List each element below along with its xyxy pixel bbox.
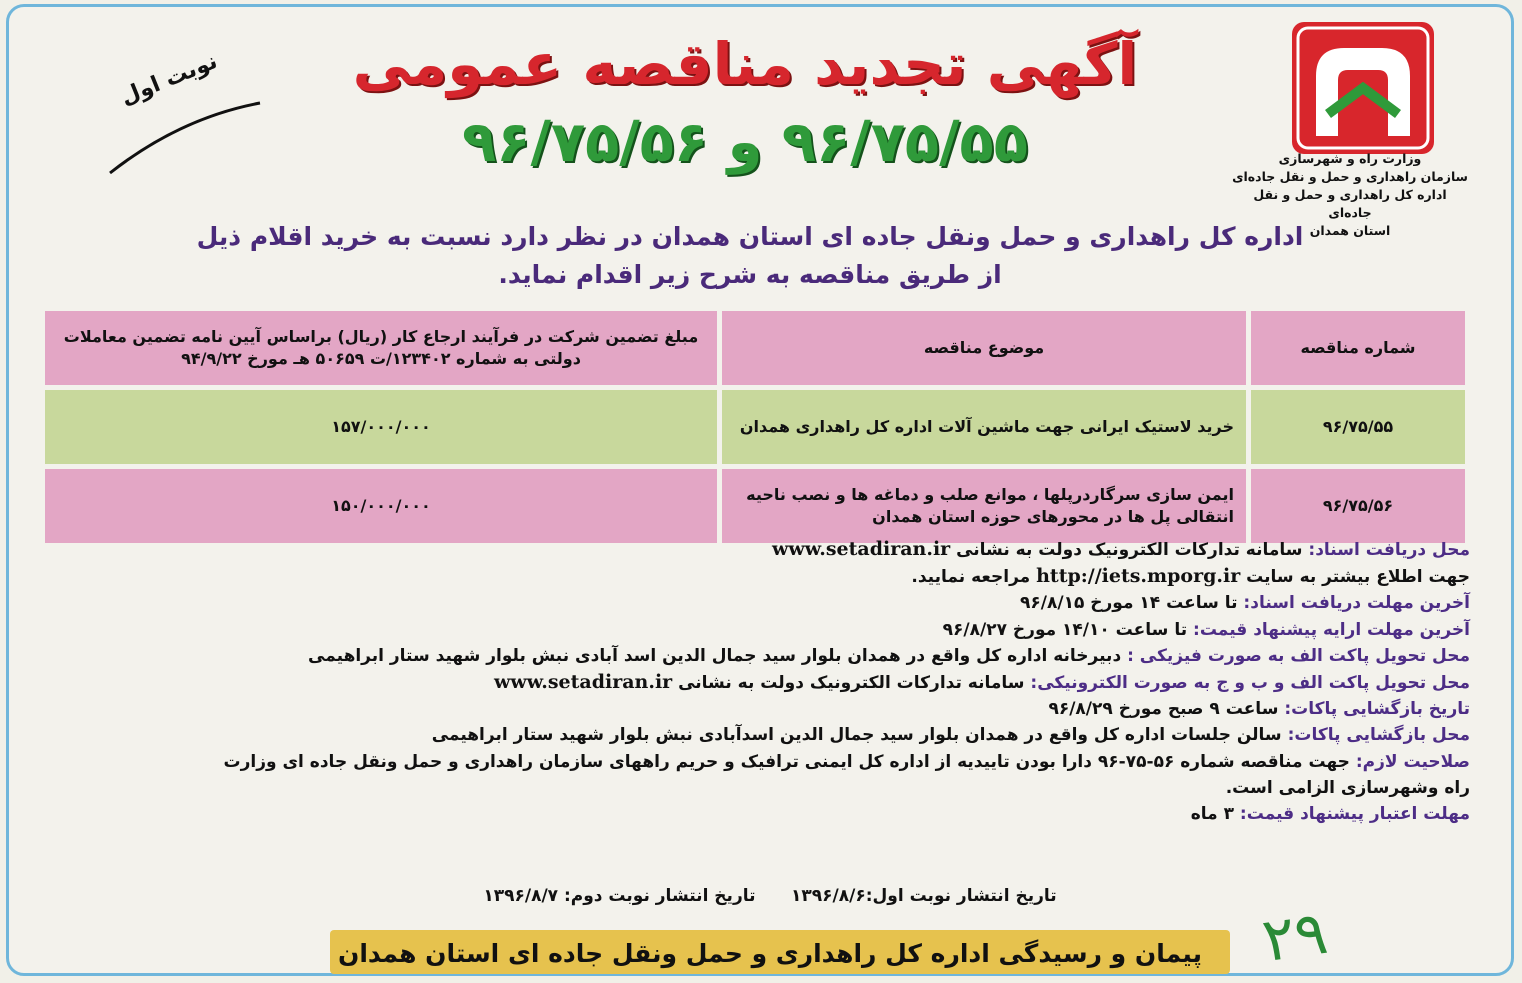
iets-link[interactable]: http://iets.mporg.ir [1036,565,1241,588]
tender-subject: ایمن سازی سرگاردرپلها ، موانع صلب و دماغه ها و نصب ناحیه انتقالی پل ها در محورهای حوزه استان همدان [722,469,1246,543]
tender-number: ۹۶/۷۵/۵۶ [1251,469,1465,543]
detail-value: سامانه تدارکات الکترونیک دولت به نشانی [956,540,1303,560]
table-row [45,390,1465,464]
tender-details [40,536,1470,827]
tender-number: ۹۶/۷۵/۵۵ [1251,390,1465,464]
detail-label: محل تحویل پاکت الف به صورت فیزیکی : [1127,645,1470,666]
detail-electronic-delivery [40,669,1470,696]
guarantee-amount: ۱۵۷/۰۰۰/۰۰۰ [45,390,717,464]
org-line: سازمان راهداری و حمل و نقل جاده‌ای [1232,169,1468,184]
org-line: اداره کل راهداری و حمل و نقل جاده‌ای [1253,187,1447,220]
publication-round-label: نوبت اول [117,48,221,111]
detail-value: ساعت ۹ صبح مورخ ۹۶/۸/۲۹ [1048,699,1279,720]
detail-label: صلاحیت لازم: [1355,751,1470,772]
table-row [45,469,1465,543]
publication-dates [400,886,1140,906]
detail-label: آخرین مهلت دریافت اسناد: [1243,593,1470,614]
detail-value: ۳ ماه [1190,804,1234,825]
detail-qualification-cont [40,775,1470,801]
publication-second: تاریخ انتشار نوبت دوم: ۱۳۹۶/۸/۷ [483,886,756,906]
detail-qualification [40,749,1470,775]
detail-value: دبیرخانه اداره کل واقع در همدان بلوار سید جمال الدین اسد آبادی نبش بلوار شهید ستار ابراهیمی [308,645,1122,666]
header-guarantee-amount: مبلغ تضمین شرکت در فرآیند ارجاع کار (ریال) براساس آیین نامه تضمین معاملات دولتی به شماره ۱۲۳۴۰۲/ت ۵۰۶۵۹ هـ مورخ ۹۴/۹/۲۲ [45,311,717,385]
detail-label: آخرین مهلت ارایه پیشنهاد قیمت: [1193,619,1470,640]
tender-numbers-heading: ۹۶/۷۵/۵۵ و ۹۶/۷۵/۵۶ [462,110,1028,175]
detail-opening-date [40,696,1470,722]
detail-physical-delivery [40,643,1470,669]
footer-text: پیمان و رسیدگی اداره کل راهداری و حمل ونقل جاده ای استان همدان [338,939,1202,968]
detail-opening-place [40,722,1470,748]
setadiran-link[interactable]: www.setadiran.ir [772,538,951,560]
intro-line: اداره کل راهداری و حمل ونقل جاده ای استان همدان در نظر دارد نسبت به خرید اقلام ذیل [196,222,1304,251]
detail-value: راه وشهرسازی الزامی است. [1225,777,1470,798]
detail-label: محل دریافت اسناد: [1308,540,1470,560]
setadiran-link[interactable]: www.setadiran.ir [494,671,673,694]
detail-label: محل تحویل پاکت الف و ب و ج به صورت الکترونیکی: [1030,673,1470,694]
org-line: وزارت راه و شهرسازی [1278,151,1422,166]
publication-first: تاریخ انتشار نوبت اول:۱۳۹۶/۸/۶ [791,886,1057,906]
detail-validity [40,801,1470,827]
detail-info [40,563,1470,590]
org-line: استان همدان [1309,223,1391,238]
header-tender-subject: موضوع مناقصه [722,311,1246,385]
detail-value: جهت مناقصه شماره ۵۶-۷۵-۹۶ دارا بودن تاییدیه از اداره کل ایمنی ترافیک و حریم راههای سازمان راهداری و حمل ونقل جاده ای وزارت [223,751,1350,772]
intro-text [170,218,1330,294]
detail-bid-deadline [40,617,1470,643]
detail-value: جهت اطلاع بیشتر به سایت [1246,567,1470,588]
tender-subject: خرید لاستیک ایرانی جهت ماشین آلات اداره کل راهداری همدان [722,390,1246,464]
rmto-logo-icon [1288,18,1438,158]
detail-doc-deadline [40,590,1470,616]
header-tender-number: شماره مناقصه [1251,311,1465,385]
detail-label: محل بازگشایی پاکات: [1287,725,1470,746]
guarantee-amount: ۱۵۰/۰۰۰/۰۰۰ [45,469,717,543]
detail-value: سامانه تدارکات الکترونیک دولت به نشانی [678,673,1025,694]
detail-label: تاریخ بازگشایی پاکات: [1284,699,1470,720]
detail-value: سالن جلسات اداره کل واقع در همدان بلوار سید جمال الدین اسدآبادی نبش بلوار شهید ستار ابراهیمی [431,725,1282,746]
table-header-row [45,311,1465,385]
detail-value: تا ساعت ۱۴ مورخ ۹۶/۸/۱۵ [1020,593,1238,614]
ad-title: آگهی تجدید مناقصه عمومی [352,30,1138,98]
tender-table [40,306,1470,548]
detail-doc-place [40,536,1470,563]
detail-label: مهلت اعتبار پیشنهاد قیمت: [1239,804,1470,825]
page-number: ۲۹ [1258,897,1332,977]
underline-stroke-icon [100,98,270,178]
detail-value: تا ساعت ۱۴/۱۰ مورخ ۹۶/۸/۲۷ [942,619,1188,640]
intro-line: از طریق مناقصه به شرح زیر اقدام نماید. [498,260,1002,289]
detail-value: مراجعه نمایید. [911,567,1031,588]
